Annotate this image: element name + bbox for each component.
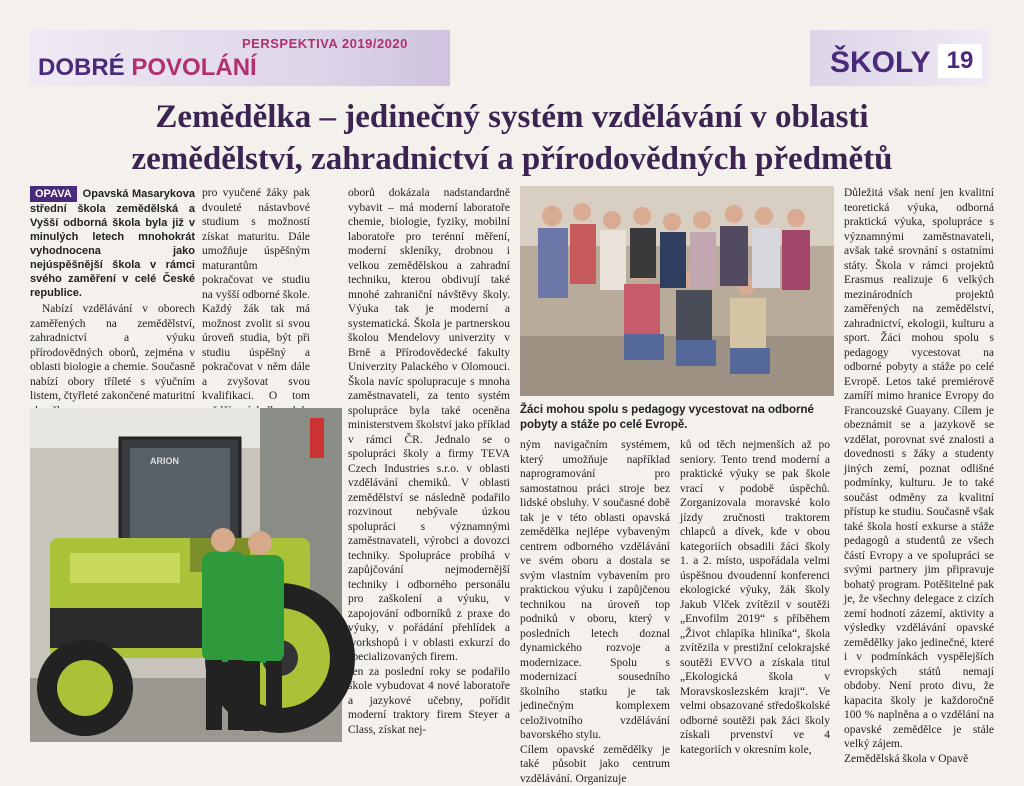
students-group-photo bbox=[520, 186, 834, 396]
section-header bbox=[30, 30, 990, 86]
section-name: ŠKOLY bbox=[830, 46, 931, 79]
article-headline bbox=[30, 96, 994, 180]
column-1-text: Nabízí vzdělávání v oborech zaměřených na zemědělství, zahradnictví a výuku přírodovědných oborů, zejména v oblasti biologie a chemie. Současně nabízí obory tříleté s výučním listem, čtyřleté zakončené maturitní bbox=[30, 303, 195, 402]
article-column-4: ným navigačním systémem, který umožňuje například naprogramování pro samostatnou práci stroje bez lidské obsluhy. V současné době tak je v této oblasti opavská zemědělka nejlépe vybaveným centrem odborného vzdělávání ve svém oboru a dostala se svým vlastním vybavením pro praktickou výuku i zapůjčenou technikou na úroveň top podniků v oboru, který v posledních letech doznal dynamického rozvoje a modernizace. Spolu s modernizací sousedního školního statku je tak jedinečným komplexem celoživotního vzdělávání bavorského stylu. Cílem opavské zemědělky je také působit jako centrum vzdělávání. Organizuje bbox=[520, 439, 670, 785]
location-tag: OPAVA bbox=[30, 186, 77, 202]
supplement-title-povolani: POVOLÁNÍ bbox=[131, 54, 257, 81]
page-number: 19 bbox=[938, 44, 982, 78]
article-lead-paragraph bbox=[30, 186, 195, 300]
article-column-5: ků od těch nejmenších až po seniory. Tento trend moderní a praktické výuky se pak škole vrací v podobě úspěchů. Zorganizovala moravské kolo jízdy zručnosti traktorem chlapců a dívek, kde v obou kategoriích obsadili žáci školy 1. a 2. místo, uspořádala velmi úspěšnou dvoudenní konferenci ekologické výuky, žák školy Jakub Vlček zvítězil v soutěži „Envofilm 2019“ s příběhem „Život chlapíka hliníka“, škola zvítězila v prestižní celokrajské soutěži EVVO a získala titul „Ekologická škola v Moravskoslezském kraji“. Ve velmi obsazované středoškolské odborné soutěži pak žáci školy získali prvenství ve 4 kategoriích v okresním kole, bbox=[680, 439, 830, 756]
article-column-1 bbox=[30, 186, 195, 404]
photo-caption: Žáci mohou spolu s pedagogy vycestovat na odborné pobyty a stáže po celé Evropě. bbox=[520, 404, 814, 431]
issue-label: PERSPEKTIVA 2019/2020 bbox=[242, 36, 408, 51]
article-lead: Opavská Masarykova střední škola zemědělská a Vyšší odborná škola byla již v minulých letech mnohokrát vyhodnocena jako nejúspěšnější škola v rámci svého zaměření v celé České republice. bbox=[30, 188, 195, 299]
supplement-title bbox=[38, 54, 257, 82]
tractor-photo bbox=[30, 408, 342, 742]
headline-line-2: zemědělství, zahradnictví a přírodovědných předmětů bbox=[131, 141, 893, 177]
article-column-3: oborů dokázala nadstandardně vybavit – má moderní laboratoře chemie, biologie, fyziky, mobilní laboratoře pro terénní měření, moderní skleníky, drobnou i velkou zemědělskou a zahradní techniku, kterou obdivují také mnohé zahraniční návštěvy školy. Výuka tak je moderní a systematická. Škola je partnerskou školou Mendelovy univerzity v Brně a Přírodovědecké fakulty Univerzity Palackého v Olomouci. Škola navíc spolupracuje s mnoha zaměstnavateli, za tento systém spolupráce byla také oceněna ministerstvem školství jako příklad v rámci ČR. Jednalo se o spolupráci školy a firmy TEVA Czech Industries s.r.o. v oblasti vzdělávání chemiků. V oblasti zemědělství se následně podařilo rozvinout nebývale úzkou spolupráci s významnými zaměstnavateli, výrobci a dovozci techniky. Spolupráce probíhá v zapůjčování nejmodernější techniky i odborného personálu pro zaškolení a výuku, v zapojování odborníků z praxe do výuky, v pořádání přehlídek a workshopů i v oblasti exkurzí do specializovaných firem. Jen za poslední roky se podařilo škole vybudovat 4 nové laboratoře a jazykové učebny, pořídit moderní traktory firem Steyer a Class, získat nej- bbox=[348, 187, 510, 736]
article-column-2: pro vyučené žáky pak dvouleté nástavbové studium s možností získat maturitu. Dále umožňuje úspěšným maturantům pokračovat ve studiu na vyšší odborné škole. Každý žák tak má možnost zvolit si svou úroveň studia, být při studiu úspěšný a pokračovat v něm dále a zvyšovat svou kvalifikaci. O tom bbox=[202, 187, 310, 402]
tractor-brand-label: ARION bbox=[150, 456, 179, 466]
tractor-illustration bbox=[30, 408, 342, 742]
article-column-6: Důležitá však není jen kvalitní teoretická výuka, odborná praktická výuka, spolupráce s významnými zaměstnavateli, avšak také srovnání s ostatními státy. Škola v rámci projektů Erasmus realizuje 6 velkých mezinárodních projektů zaměřených na zemědělství, zahradnictví, ekologii, kulturu a sport. Žáci mohou spolu s pedagogy vycestovat na odborné pobyty a stáže po celé Evropě. Letos také premiérově zamíří mimo hranice Evropy do Francouzské Guayany. Cílem je obeznámit se a jazykově se vzdělat, porovnat své znalosti a dovednosti s žáky a studenty jiných zemí, poznat odlišné podmínky, kulturu. Je to také součást odměny za kvalitní přístup ke studiu. Současně však také škola hostí exkurse a stáže pedagogů a studentů ze všech částí Evropy a ve spolupráci se svými partnery jim připravuje bohatý program. Potěšitelné pak je, že všechny delegace z cizích zemí hodnotí zázemí, aktivity a výsledky vzdělávání opavské zemědělky jako jedinečné, které i v podmínkách vyspělejších evropských států nemají obdoby. Není proto divu, že kapacita školy je každoročně 100 % naplněna a o vzdělání na opavské zemědělce je stále velký zájem. Zemědělská škola v Opavě bbox=[844, 187, 994, 765]
supplement-title-dobre: DOBRÉ bbox=[38, 54, 125, 81]
students-illustration bbox=[520, 186, 834, 396]
headline-line-1: Zemědělka – jedinečný systém vzdělávání v oblasti bbox=[155, 99, 869, 135]
